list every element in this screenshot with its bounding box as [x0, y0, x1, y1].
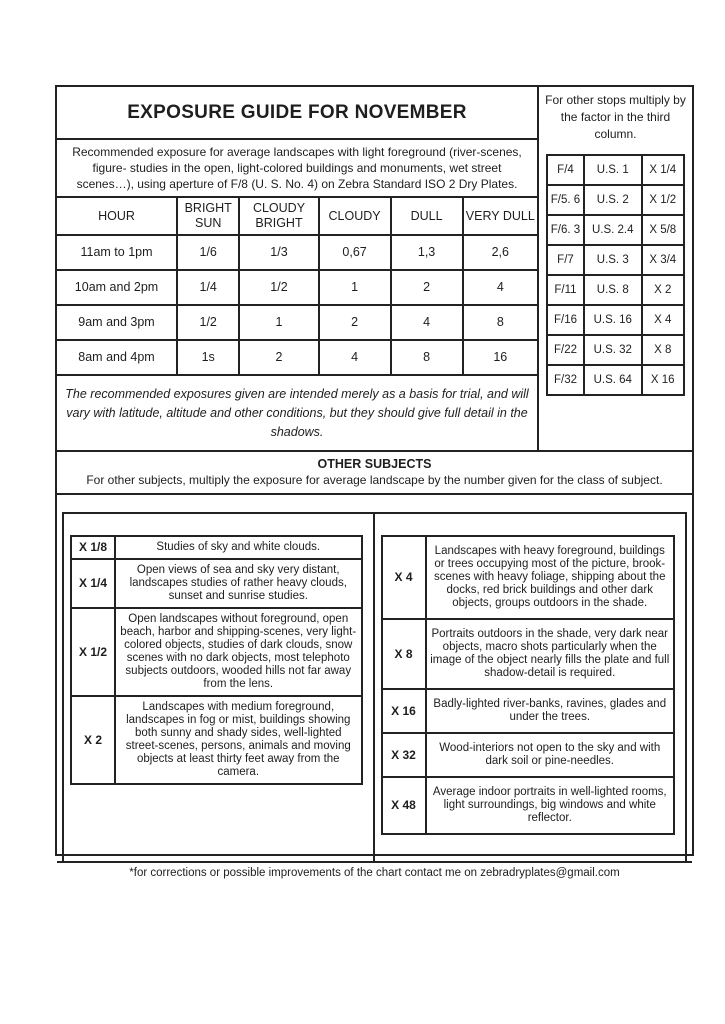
list-item — [71, 559, 362, 608]
factor-cell: X 1/2 — [642, 185, 684, 215]
table-row — [547, 365, 684, 395]
description-cell: Average indoor portraits in well-lighted rooms, light surroundings, big windows and white reflector. — [426, 777, 675, 834]
description-cell: Badly-lighted river-banks, ravines, glades and under the trees. — [426, 689, 675, 733]
value-cell: 8 — [391, 340, 463, 375]
value-cell: 1 — [319, 270, 391, 305]
table-row — [547, 215, 684, 245]
subjects-table-left — [70, 535, 363, 785]
value-cell: 2,6 — [463, 235, 537, 270]
value-cell: 1 — [239, 305, 318, 340]
fstop-cell: F/6. 3 — [547, 215, 584, 245]
hour-table-header-row — [57, 197, 537, 235]
main-column — [57, 87, 539, 450]
factor-cell: X 2 — [642, 275, 684, 305]
list-item — [382, 777, 675, 834]
chart-intro-text: Recommended exposure for average landscapes with light foreground (river-scenes, figure- studies in the open, light-colored buildings and monuments, wet street scenes…), using aperture of F/8 (U. S. No. 4) on Zebra Standard ISO 2 Dry Plates. — [72, 145, 522, 191]
value-cell: 4 — [463, 270, 537, 305]
description-cell: Open views of sea and sky very distant, landscapes studies of rather heavy clouds, sunset and sunrise studies. — [115, 559, 362, 608]
multiplier-cell: X 32 — [382, 733, 426, 777]
value-cell: 0,67 — [319, 235, 391, 270]
multiplier-cell: X 8 — [382, 619, 426, 689]
other-subjects-strip — [57, 450, 692, 495]
list-item — [382, 619, 675, 689]
table-row — [547, 185, 684, 215]
other-subjects-heading: OTHER SUBJECTS — [317, 457, 432, 471]
us-cell: U.S. 32 — [584, 335, 642, 365]
value-cell: 1/4 — [177, 270, 239, 305]
list-item — [71, 696, 362, 784]
col-header-cloudy-bright: CLOUDY BRIGHT — [239, 197, 318, 235]
value-cell: 4 — [391, 305, 463, 340]
fstop-cell: F/16 — [547, 305, 584, 335]
description-cell: Portraits outdoors in the shade, very dark near objects, macro shots particularly when the image of the object nearly fills the plate and full shadow-detail is required. — [426, 619, 675, 689]
fstop-cell: F/22 — [547, 335, 584, 365]
list-item — [382, 536, 675, 619]
value-cell: 1,3 — [391, 235, 463, 270]
us-cell: U.S. 8 — [584, 275, 642, 305]
value-cell: 1/3 — [239, 235, 318, 270]
fstop-cell: F/11 — [547, 275, 584, 305]
hour-cell: 8am and 4pm — [57, 340, 177, 375]
value-cell: 2 — [391, 270, 463, 305]
value-cell: 2 — [239, 340, 318, 375]
chart-footer-note: *for corrections or possible improvements of the chart contact me on zebradryplates@gmail.com — [57, 861, 692, 885]
col-header-hour: HOUR — [57, 197, 177, 235]
factor-cell: X 8 — [642, 335, 684, 365]
us-cell: U.S. 3 — [584, 245, 642, 275]
stops-table — [546, 154, 685, 396]
value-cell: 8 — [463, 305, 537, 340]
subjects-table-right — [381, 535, 676, 835]
factor-cell: X 1/4 — [642, 155, 684, 185]
value-cell: 16 — [463, 340, 537, 375]
stops-heading: For other stops multiply by the factor in the third column. — [545, 93, 686, 141]
us-cell: U.S. 64 — [584, 365, 642, 395]
table-row — [547, 155, 684, 185]
value-cell: 1/6 — [177, 235, 239, 270]
us-cell: U.S. 2.4 — [584, 215, 642, 245]
multiplier-cell: X 16 — [382, 689, 426, 733]
multiplier-cell: X 1/2 — [71, 608, 115, 696]
col-header-dull: DULL — [391, 197, 463, 235]
description-cell: Landscapes with heavy foreground, buildings or trees occupying most of the picture, brook-scenes with heavy foliage, shipping about the docks, red brick buildings and other dark objects, groups outdoors in the shade. — [426, 536, 675, 619]
col-header-bright-sun: BRIGHT SUN — [177, 197, 239, 235]
value-cell: 1/2 — [177, 305, 239, 340]
exposure-hour-table — [57, 196, 537, 376]
table-row — [57, 235, 537, 270]
multiplier-cell: X 1/8 — [71, 536, 115, 559]
factor-cell: X 16 — [642, 365, 684, 395]
table-row — [547, 275, 684, 305]
list-item — [382, 689, 675, 733]
fstop-cell: F/32 — [547, 365, 584, 395]
list-item — [71, 608, 362, 696]
multiplier-cell: X 1/4 — [71, 559, 115, 608]
multiplier-cell: X 2 — [71, 696, 115, 784]
description-cell: Landscapes with medium foreground, landscapes in fog or mist, buildings showing both sunny and shady sides, well-lighted street-scenes, persons, animals and moving objects at least thirty feet away from the camera. — [115, 696, 362, 784]
table-row — [547, 335, 684, 365]
top-section — [57, 87, 692, 450]
other-subjects-subheading: For other subjects, multiply the exposure for average landscape by the number given for the class of subject. — [86, 473, 663, 487]
col-header-cloudy: CLOUDY — [319, 197, 391, 235]
multiplier-cell: X 4 — [382, 536, 426, 619]
us-cell: U.S. 2 — [584, 185, 642, 215]
factor-cell: X 3/4 — [642, 245, 684, 275]
subjects-right-half — [375, 514, 686, 861]
table-row — [547, 245, 684, 275]
hour-cell: 10am and 2pm — [57, 270, 177, 305]
subjects-left-half — [64, 514, 375, 861]
fstop-cell: F/7 — [547, 245, 584, 275]
table-row — [57, 340, 537, 375]
us-cell: U.S. 1 — [584, 155, 642, 185]
factor-cell: X 5/8 — [642, 215, 684, 245]
page-title: EXPOSURE GUIDE FOR NOVEMBER — [57, 87, 537, 140]
fstop-cell: F/5. 6 — [547, 185, 584, 215]
hour-cell: 11am to 1pm — [57, 235, 177, 270]
value-cell: 1s — [177, 340, 239, 375]
us-cell: U.S. 16 — [584, 305, 642, 335]
list-item — [382, 733, 675, 777]
exposure-chart — [55, 85, 694, 879]
table-row — [57, 305, 537, 340]
hour-cell: 9am and 3pm — [57, 305, 177, 340]
description-cell: Wood-interiors not open to the sky and with dark soil or pine-needles. — [426, 733, 675, 777]
value-cell: 2 — [319, 305, 391, 340]
description-cell: Open landscapes without foreground, open beach, harbor and shipping-scenes, very light-colored objects, studies of dark clouds, snow scenes with no dark objects, most telephoto subjects outdoors, wooded hills not far away from the lens. — [115, 608, 362, 696]
trial-note: The recommended exposures given are intended merely as a basis for trial, and will vary with latitude, altitude and other conditions, but they should give full detail in the shadows. — [65, 387, 529, 439]
table-row — [57, 270, 537, 305]
description-cell: Studies of sky and white clouds. — [115, 536, 362, 559]
col-header-very-dull: VERY DULL — [463, 197, 537, 235]
table-row — [547, 305, 684, 335]
list-item — [71, 536, 362, 559]
value-cell: 4 — [319, 340, 391, 375]
fstop-cell: F/4 — [547, 155, 584, 185]
stops-column — [539, 87, 692, 450]
subjects-area — [62, 512, 687, 861]
factor-cell: X 4 — [642, 305, 684, 335]
value-cell: 1/2 — [239, 270, 318, 305]
multiplier-cell: X 48 — [382, 777, 426, 834]
